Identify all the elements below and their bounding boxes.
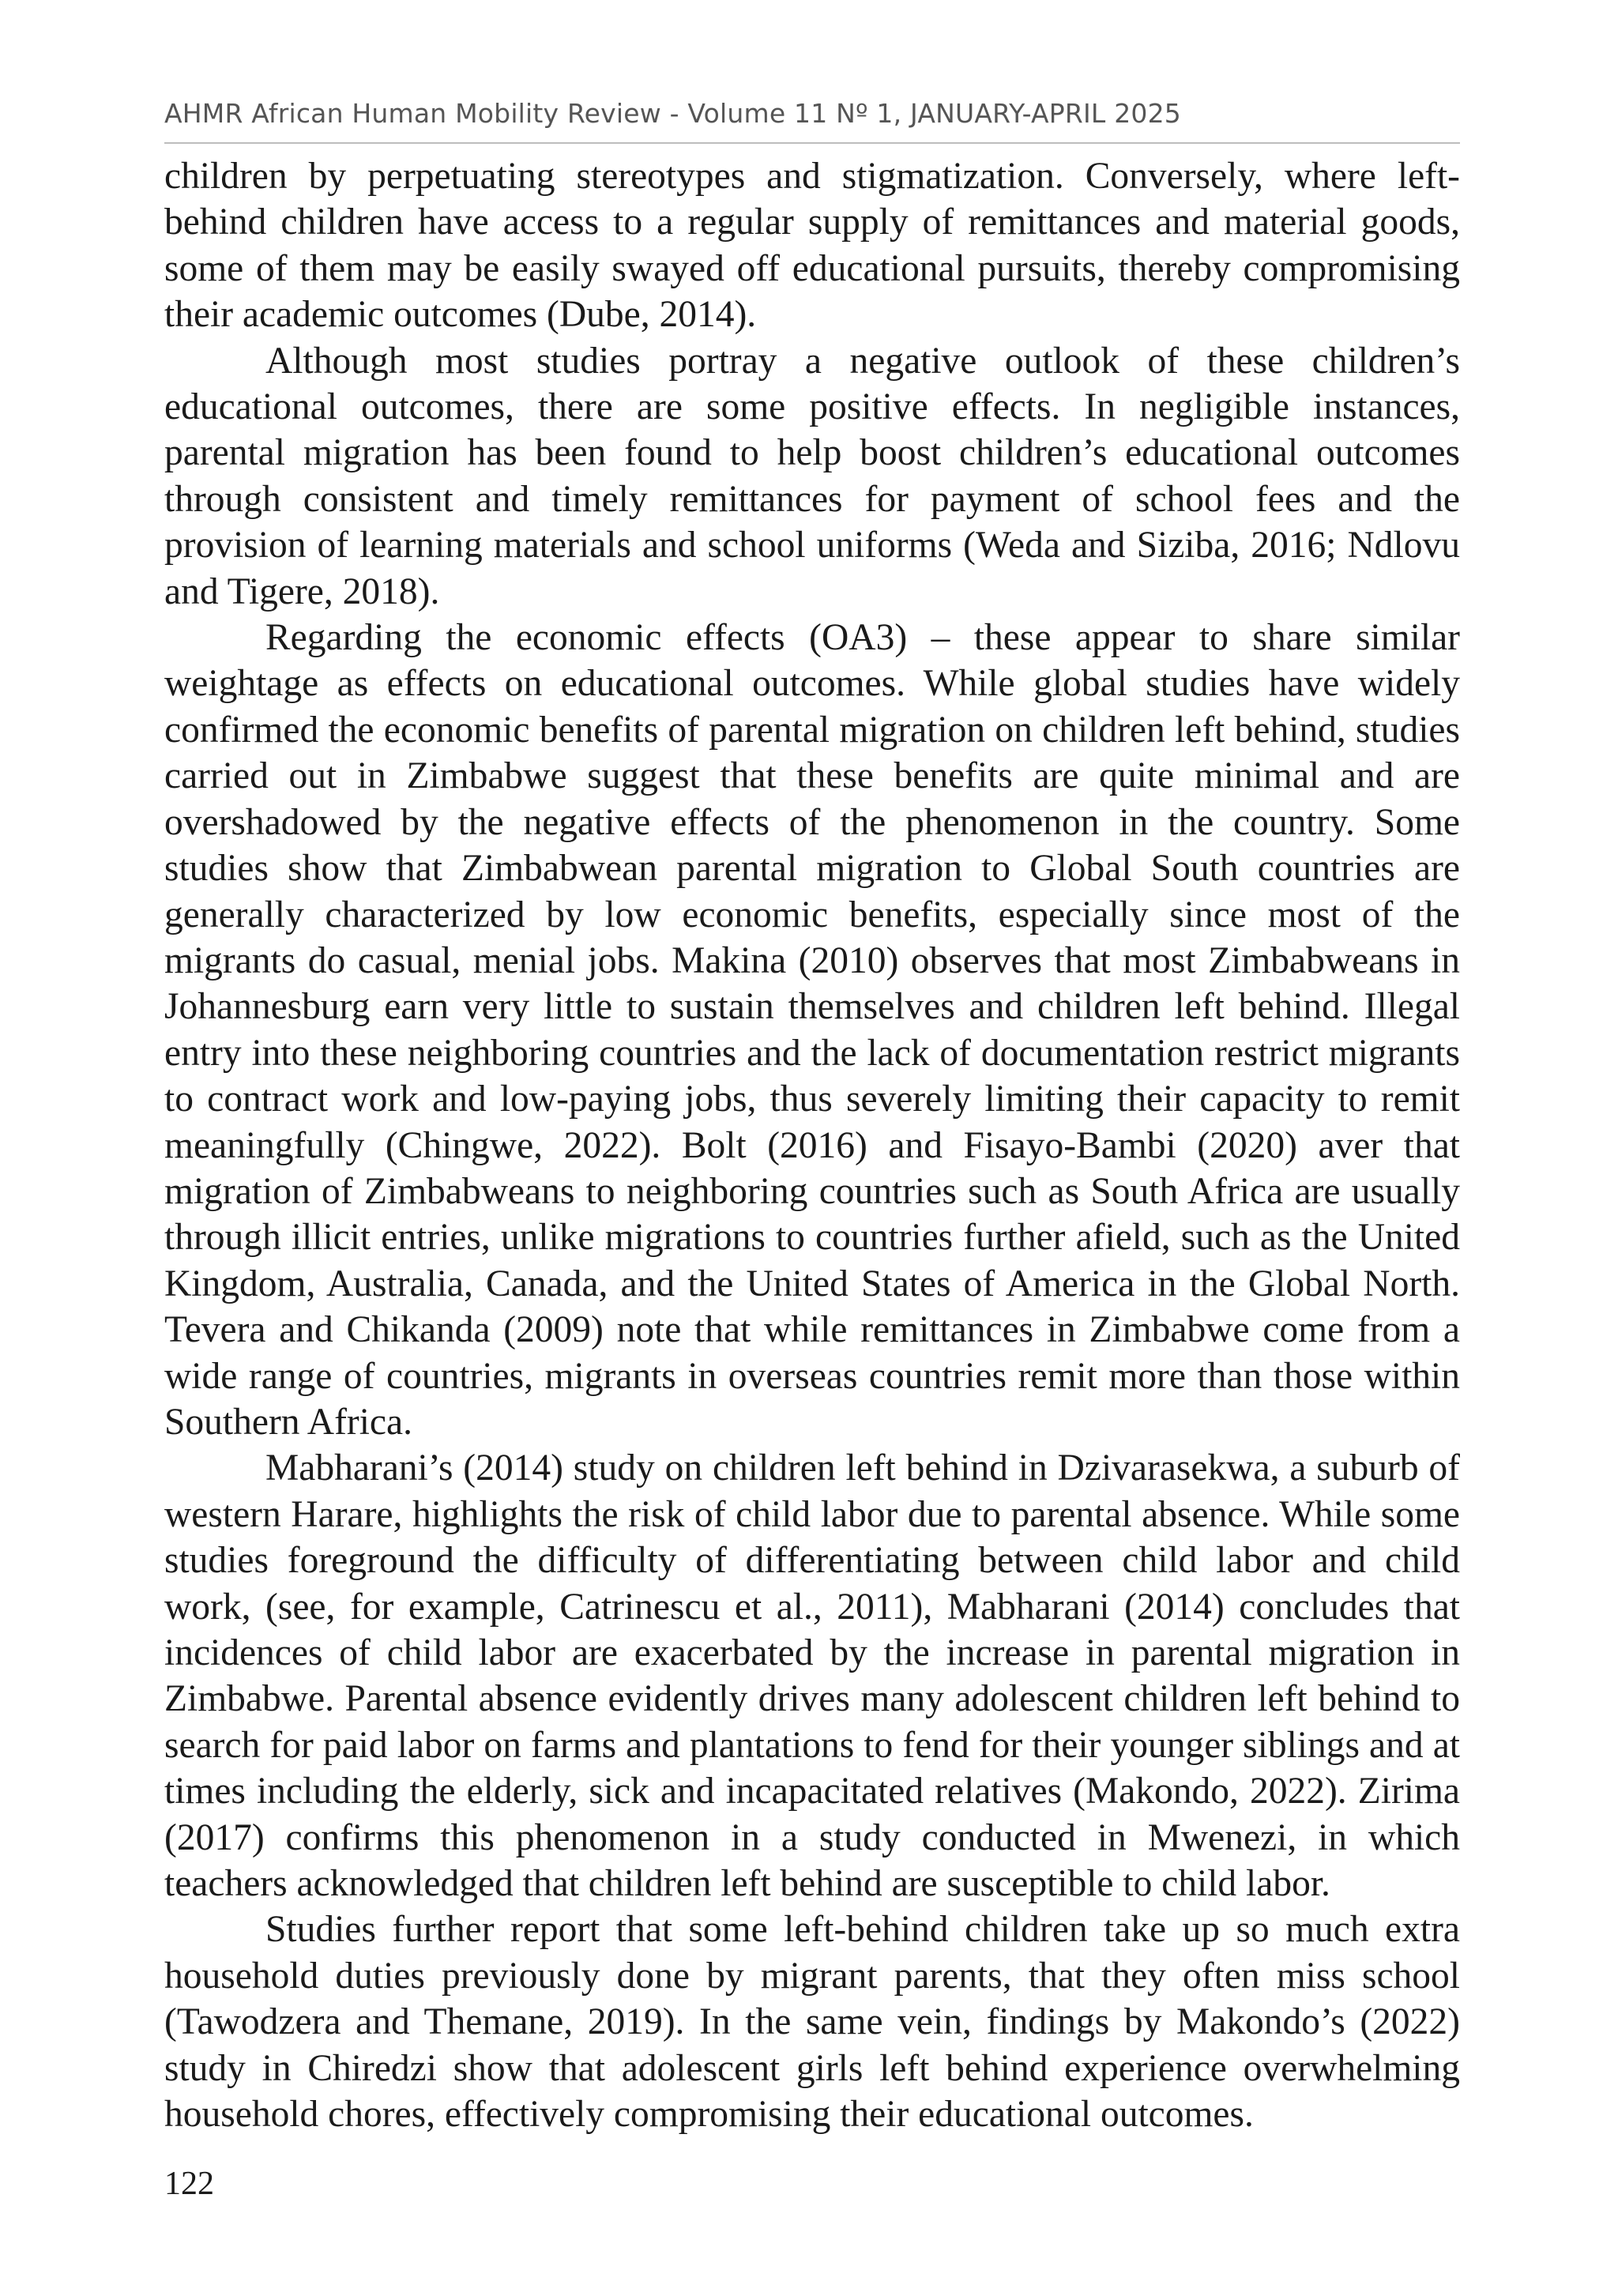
paragraph-educational-positive: Although most studies portray a negative outlook of these children’s educational outcomes, there are some positive effects. In negligible instances, parental migration has been found to help boost children’s educational outcomes through consistent and timely remittances for payment of school fees and the provision of learning materials and school uniforms (Weda and Siziba, 2016; Ndlovu and Tigere, 2018). [164,340,1460,612]
page-number: 122 [164,2166,214,2202]
running-header: AHMR African Human Mobility Review - Volume 11 Nº 1, JANUARY-APRIL 2025 [164,98,1181,129]
paragraph-economic-effects: Regarding the economic effects (OA3) – these appear to share similar weightage as effects on educational outcomes. While global studies have widely confirmed the economic benefits of parental migration on children left behind, studies carried out in Zimbabwe suggest that these benefits are quite minimal and are overshadowed by the negative effects of the phenomenon in the country. Some studies show that Zimbabwean parental migration to Global South countries are generally characterized by low economic benefits, especially since most of the migrants do casual, menial jobs. Makina (2010) observes that most Zimbabweans in Johannesburg earn very little to sustain themselves and children left behind. Illegal entry into these neighboring countries and the lack of documentation restrict migrants to contract work and low-paying jobs, thus severely limiting their capacity to remit meaningfully (Chingwe, 2022). Bolt (2016) and Fisayo-Bambi (2020) aver that migration of Zimbabweans to neighboring countries such as South Africa are usually through illicit entries, unlike migrations to countries further afield, such as the United Kingdom, Australia, Canada, and the United States of America in the Global North. Tevera and Chikanda (2009) note that while remittances in Zimbabwe come from a wide range of countries, migrants in overseas countries remit more than those within Southern Africa. [164,617,1460,1443]
header-rule [164,142,1460,144]
paragraph-continued: children by perpetuating stereotypes and stigmatization. Conversely, where left-behind children have access to a regular supply of remittances and material goods, some of them may be easily swayed off educational pursuits, thereby compromising their academic outcomes (Dube, 2014). [164,156,1460,336]
body-text [164,153,1460,2137]
paragraph-child-labor: Mabharani’s (2014) study on children left behind in Dzivarasekwa, a suburb of western Harare, highlights the risk of child labor due to parental absence. While some studies foreground the difficulty of differentiating between child labor and child work, (see, for example, Catrinescu et al., 2011), Mabharani (2014) concludes that incidences of child labor are exacerbated by the increase in parental migration in Zimbabwe. Parental absence evidently drives many adolescent children left behind to search for paid labor on farms and plantations to fend for their younger siblings and at times including the elderly, sick and incapacitated relatives (Makondo, 2022). Zirima (2017) confirms this phenomenon in a study conducted in Mwenezi, in which teachers acknowledged that children left behind are susceptible to child labor. [164,1447,1460,1905]
paragraph-household-duties: Studies further report that some left-behind children take up so much extra household duties previously done by migrant parents, that they often miss school (Tawodzera and Themane, 2019). In the same vein, findings by Makondo’s (2022) study in Chiredzi show that adolescent girls left behind experience overwhelming household chores, effectively compromising their educational outcomes. [164,1909,1460,2136]
